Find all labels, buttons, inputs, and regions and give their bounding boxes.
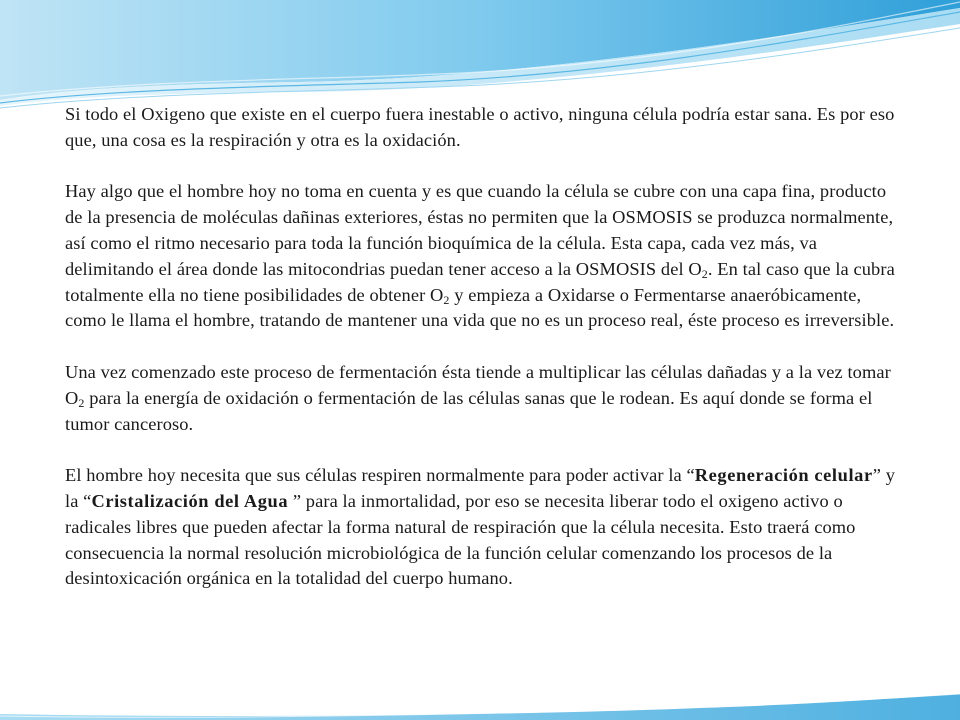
subscript: 2 [78, 395, 85, 410]
text-run: . En tal caso que la cubra totalmente ella no tiene posibilidades de obtener O [65, 258, 895, 305]
text-run: Si todo el Oxigeno que existe en el cuerpo fuera inestable o activo, ninguna célula podría estar sana. Es por eso que, una cosa es la respiración y otra es la oxidación. [65, 104, 895, 150]
subscript: 2 [701, 266, 708, 281]
paragraph [65, 102, 895, 154]
text-run: ” y la “ [65, 465, 896, 511]
text-run: y empieza a Oxidarse o Fermentarse anaeróbicamente, como le llama el hombre, tratando de mantener una vida que no es un proceso real, éste proceso es irreversible. [65, 284, 895, 331]
footer-wave-decoration [0, 694, 960, 720]
emphasis-text: Cristalización del Agua [91, 490, 289, 511]
subscript: 2 [443, 292, 450, 307]
paragraph [65, 179, 895, 334]
text-run: ” para la inmortalidad, por eso se necesita liberar todo el oxigeno activo o radicales libres que pueden afectar la forma natural de respiración que la célula necesita. Esto traerá como consecuencia la normal resolución microbiológica de la función celular comenzando los procesos de la desintoxicación orgánica en la totalidad del cuerpo humano. [65, 490, 856, 589]
text-run: Una vez comenzado este proceso de fermentación ésta tiende a multiplicar las células dañadas y a la vez tomar O [65, 361, 891, 408]
text-run: para la energía de oxidación o fermentación de las células sanas que le rodean. Es aquí donde se forma el tumor canceroso. [65, 387, 873, 434]
slide-body [65, 102, 895, 592]
text-run: El hombre hoy necesita que sus células respiren normalmente para poder activar la “ [65, 465, 695, 486]
header-wave-decoration [0, 0, 960, 110]
paragraph [65, 463, 895, 592]
emphasis-text: Regeneración celular [694, 465, 873, 486]
text-run: Hay algo que el hombre hoy no toma en cuenta y es que cuando la célula se cubre con una capa fina, producto de la presencia de moléculas dañinas exteriores, éstas no permiten que la OSMOSIS se produzca normalmente, así como el ritmo necesario para toda la función bioquímica de la célula. Esta capa, cada vez más, va delimitando el área donde las mitocondrias puedan tener acceso a la OSMOSIS del O [65, 181, 894, 279]
paragraph [65, 360, 895, 437]
